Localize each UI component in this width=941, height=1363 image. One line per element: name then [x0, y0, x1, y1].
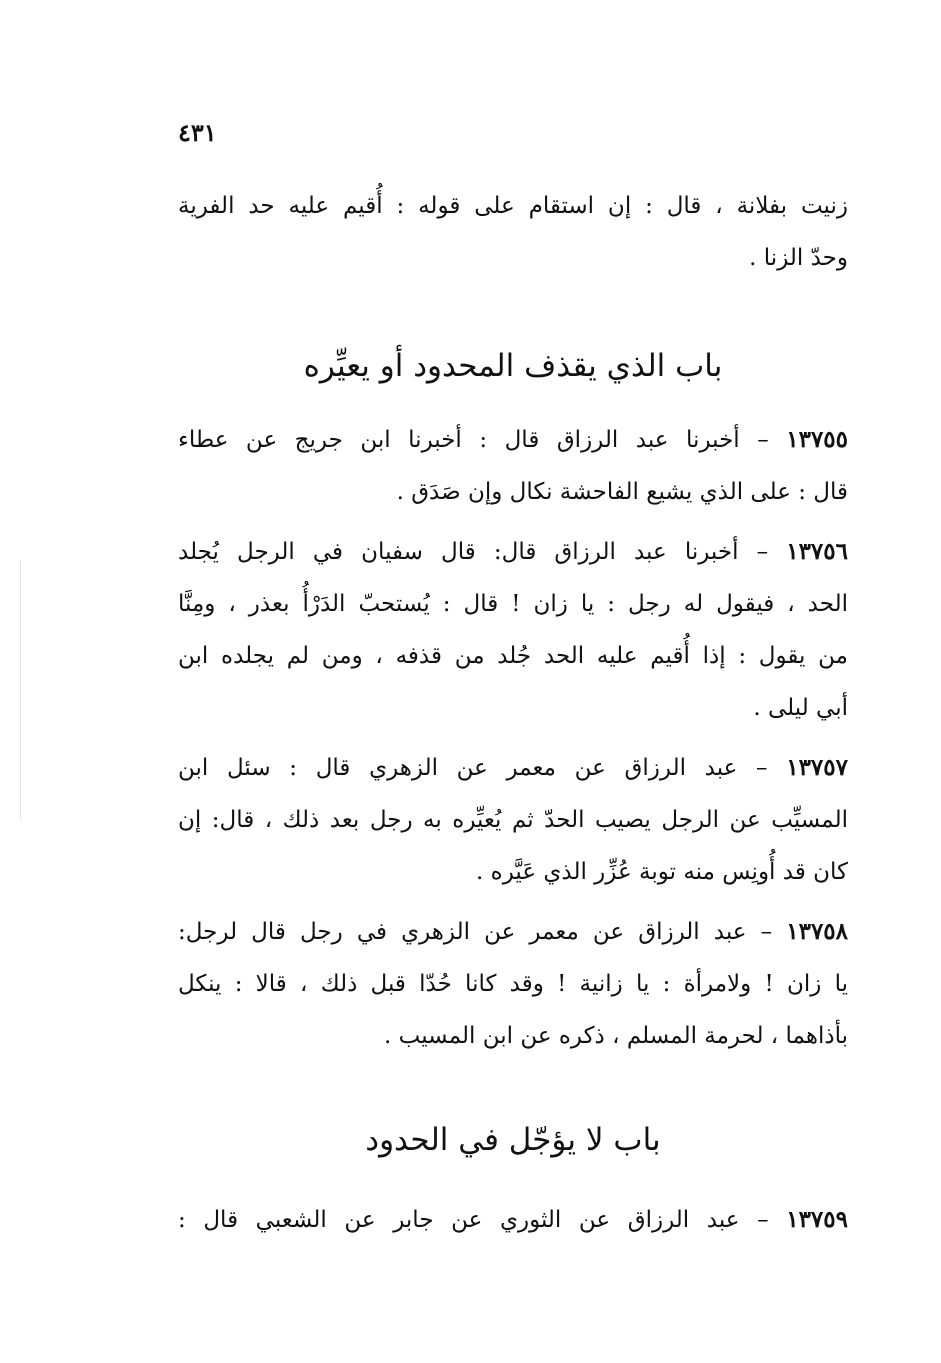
- text-line: يا زان ! ولامرأة : يا زانية ! وقد كانا حُدّا قبل ذلك ، قالا : ينكل: [178, 971, 848, 997]
- entry-number: ١٣٧٥٨: [786, 918, 849, 945]
- text-line: [178, 906, 848, 958]
- chapter-heading: باب الذي يقذف المحدود أو يعيِّره: [303, 348, 723, 384]
- text-line: [178, 1194, 848, 1246]
- text-line: من يقول : إذا أُقيم عليه الحد جُلد من قذفه ، ومن لم يجلده ابن: [178, 643, 848, 669]
- entry-text: – عبد الرزاق عن معمر عن الزهري في رجل قال لرجل:: [178, 919, 773, 945]
- text-line: المسيِّب عن الرجل يصيب الحدّ ثم يُعيِّره به رجل بعد ذلك ، قال: إن: [178, 807, 848, 833]
- text-line: قال : على الذي يشيع الفاحشة نكال وإن صَدَق .: [396, 479, 848, 505]
- hadith-entry: [178, 526, 848, 734]
- hadith-entry: [178, 906, 848, 1062]
- hadith-entry: [178, 742, 848, 898]
- entry-text: – أخبرنا عبد الرزاق قال: قال سفيان في الرجل يُجلد: [178, 539, 769, 565]
- text-line: [178, 526, 848, 578]
- text-line: كان قد أُونِس منه توبة عُزِّر الذي عَيَّره .: [476, 859, 848, 885]
- hadith-entry: [178, 1194, 848, 1246]
- chapter-heading: باب لا يؤجّل في الحدود: [365, 1122, 661, 1158]
- text-line: [178, 414, 848, 466]
- scan-edge-mark: [20, 560, 21, 820]
- entry-number: ١٣٧٥٦: [786, 538, 848, 565]
- entry-text: – عبد الرزاق عن معمر عن الزهري قال : سئل ابن: [178, 755, 768, 781]
- text-line: وحدّ الزنا .: [749, 245, 848, 271]
- entry-text: – عبد الرزاق عن الثوري عن جابر عن الشعبي قال :: [178, 1207, 769, 1233]
- text-line: [178, 742, 848, 794]
- page-number: ٤٣١: [178, 118, 217, 147]
- entry-number: ١٣٧٥٩: [786, 1206, 848, 1233]
- entry-number: ١٣٧٥٥: [786, 426, 849, 453]
- entry-number: ١٣٧٥٧: [786, 754, 848, 781]
- text-line: الحد ، فيقول له رجل : يا زان ! قال : يُستحبّ الدَرْأُ بعذر ، ومِنَّا: [178, 591, 848, 617]
- continuation-paragraph: [178, 180, 848, 284]
- text-line: بأذاهما ، لحرمة المسلم ، ذكره عن ابن المسيب .: [384, 1023, 848, 1049]
- text-line: أبي ليلى .: [753, 695, 848, 721]
- text-line: زنيت بفلانة ، قال : إن استقام على قوله : أُقيم عليه حد الفرية: [178, 193, 848, 219]
- entry-text: – أخبرنا عبد الرزاق قال : أخبرنا ابن جريج عن عطاء: [178, 427, 769, 453]
- hadith-entry: [178, 414, 848, 518]
